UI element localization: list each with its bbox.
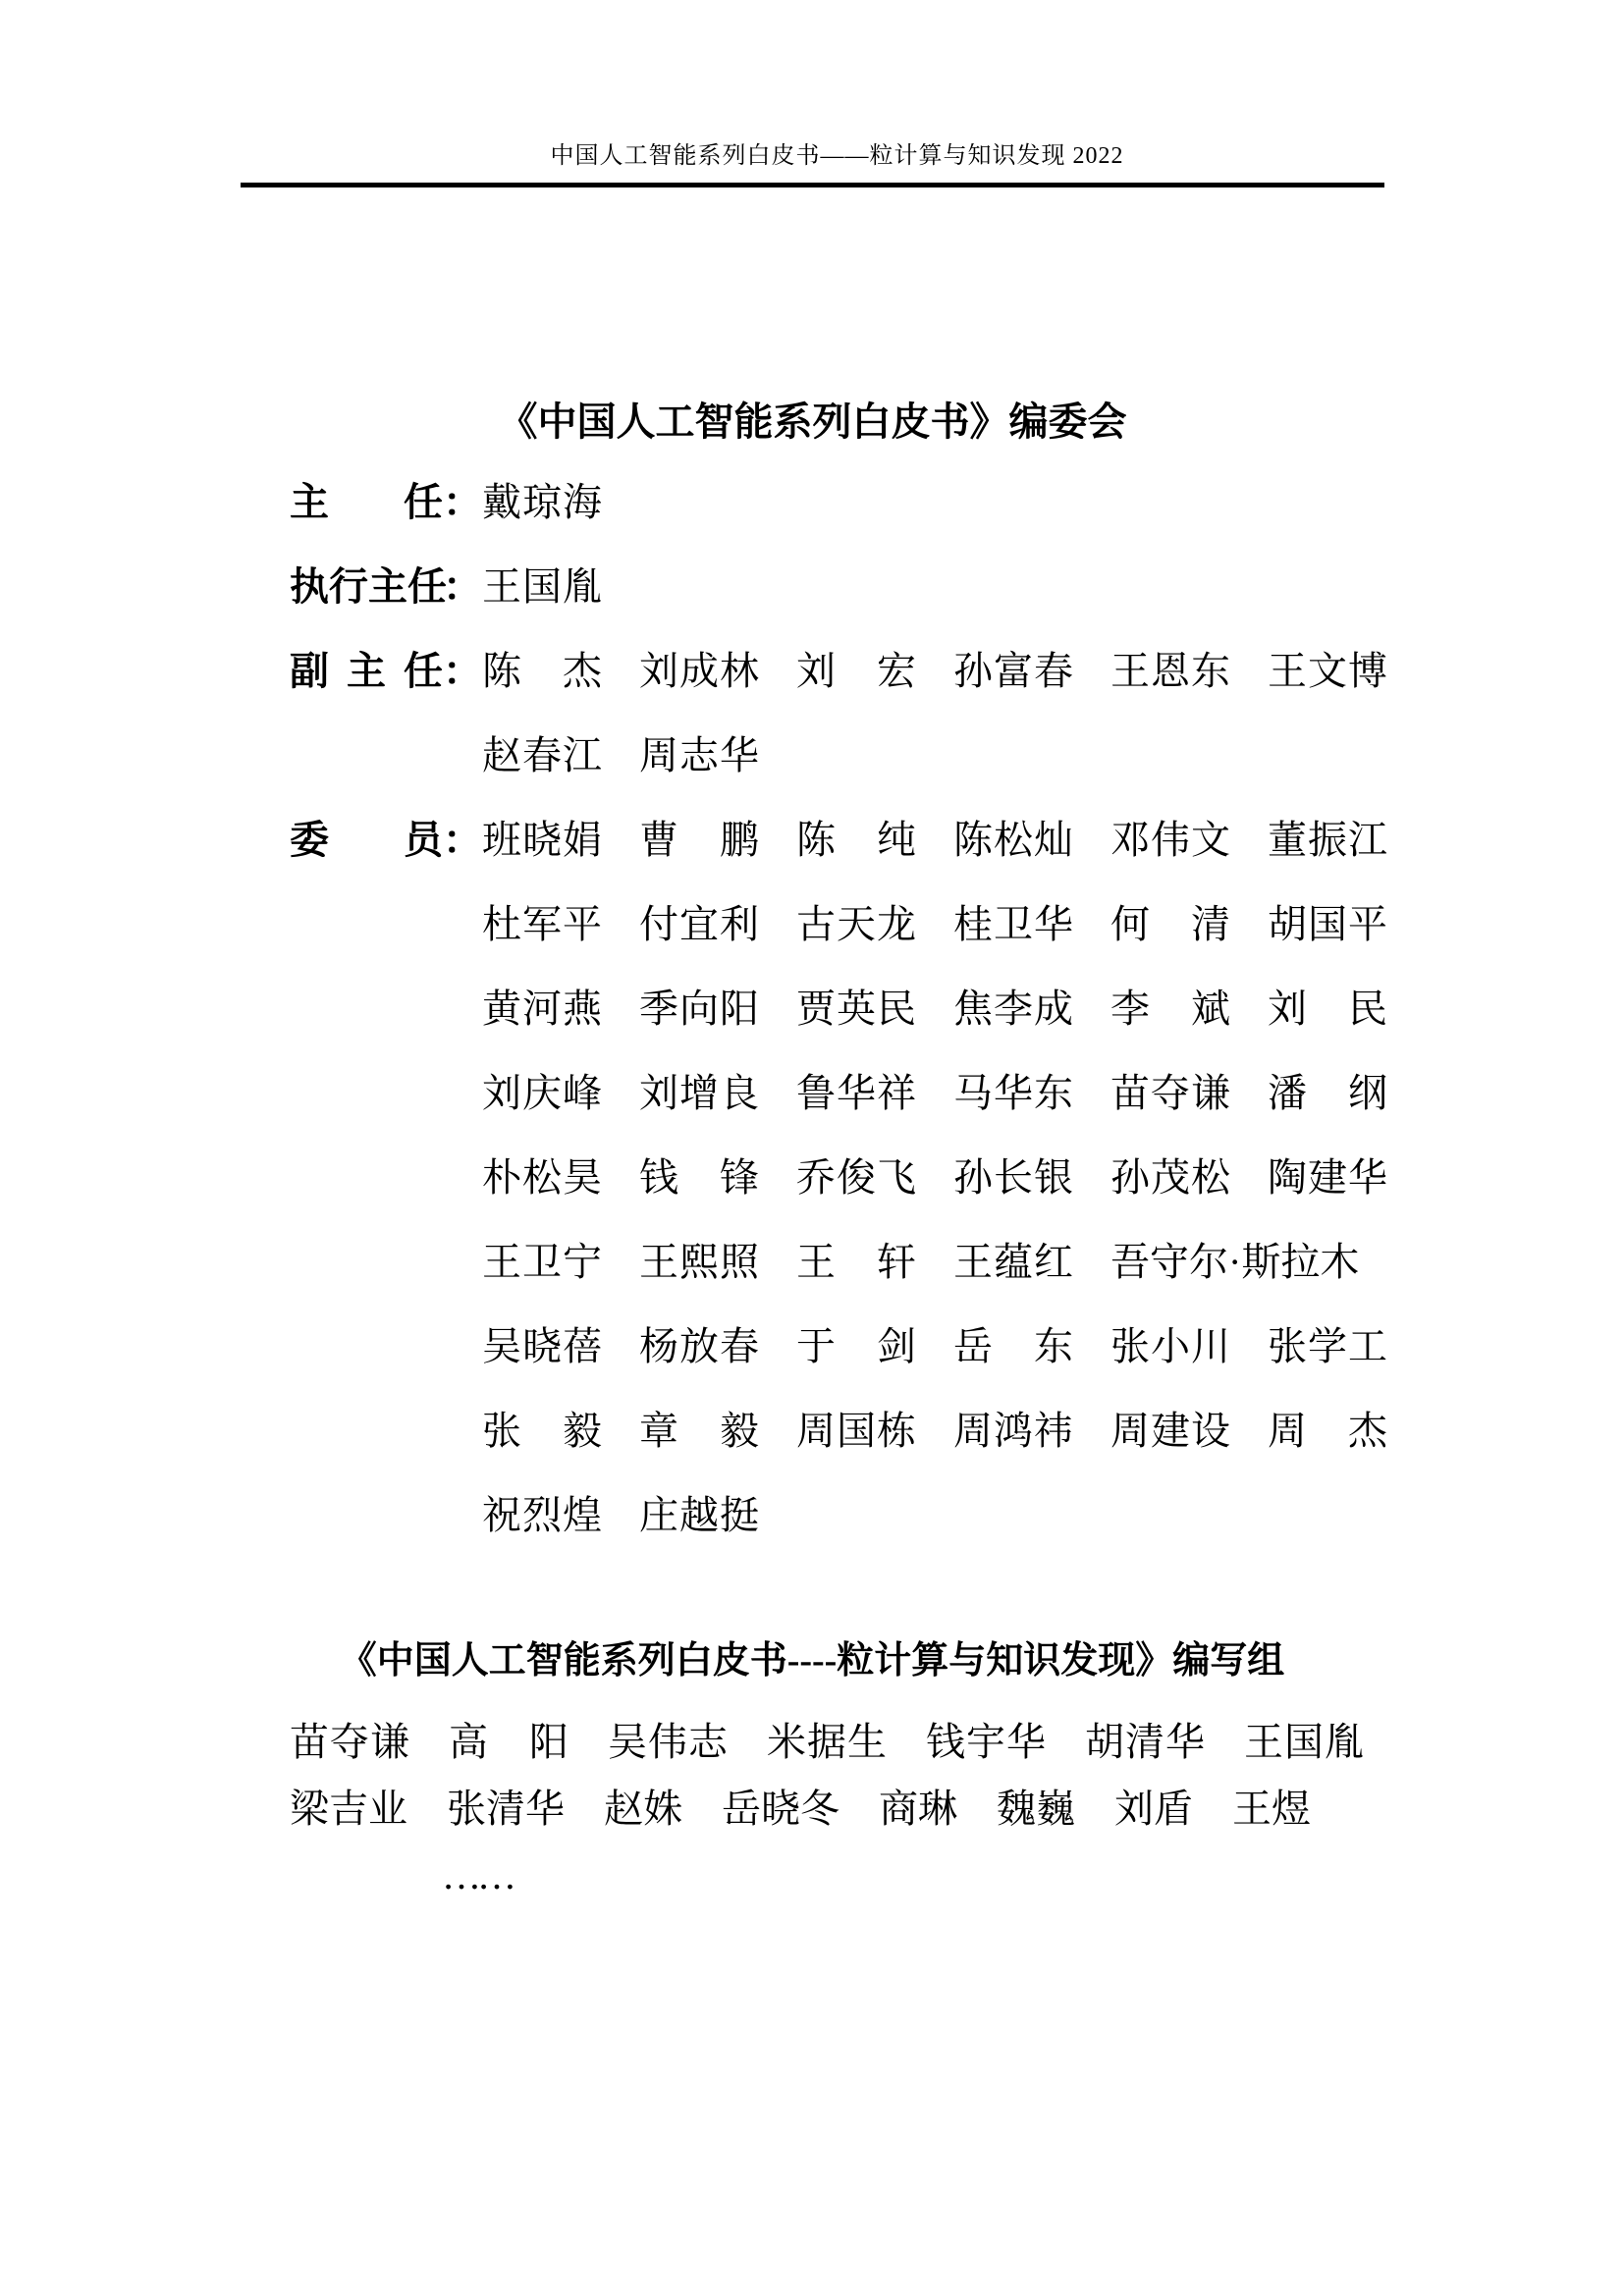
writing-member-name: 王国胤 [1244,1720,1364,1764]
member-name: 刘成林 [639,649,759,693]
name-row [482,1220,1387,1305]
entry-names [482,798,1387,1558]
writing-member-name: 王煜 [1232,1787,1311,1831]
name-row [482,714,1387,798]
writing-member-name: 高阳 [449,1720,568,1764]
member-name: 周鸿祎 [953,1409,1073,1453]
member-name: 何清 [1110,902,1230,946]
entry-label-text: 执行主任 [290,564,447,609]
member-name: 王恩东 [1110,649,1230,693]
writing-member-name: 赵姝 [604,1787,682,1831]
entry-names [482,460,602,545]
member-name: 王蕴红 [953,1240,1073,1284]
member-name: 钱锋 [639,1155,759,1200]
entry-label [290,798,482,882]
member-name: 李斌 [1110,987,1230,1031]
member-name: 桂卫华 [953,902,1073,946]
member-name: 贾英民 [796,987,916,1031]
entry-colon: ： [443,818,482,862]
member-name: 周杰 [1268,1409,1387,1453]
member-name: 周建设 [1110,1409,1230,1453]
member-name: 张小川 [1110,1324,1230,1368]
committee-entry-3 [290,798,1387,1558]
writing-name-row-0 [290,1709,1364,1776]
name-row [482,1051,1387,1136]
member-name: 孙富春 [953,649,1073,693]
entry-colon: ： [443,649,482,693]
entry-label-text: 委员 [290,818,443,862]
member-name: 陶建华 [1268,1155,1387,1200]
name-row [482,460,602,545]
member-name: 刘宏 [796,649,916,693]
member-name: 吴晓蓓 [482,1324,602,1368]
member-name: 岳东 [953,1324,1073,1368]
member-name: 周国栋 [796,1409,916,1453]
member-name: 苗夺谦 [1110,1071,1230,1115]
member-name: 杨放春 [639,1324,759,1368]
writing-member-name: 吴伟志 [608,1720,728,1764]
name-row [482,1389,1387,1473]
member-name: 陈杰 [482,649,602,693]
entry-colon: ： [443,480,482,524]
name-row [482,798,1387,882]
member-name: 陈纯 [796,818,916,862]
member-name: 王文博 [1268,649,1387,693]
member-name: 班晓娟 [482,818,602,862]
member-name: 杜军平 [482,902,602,946]
writing-member-name: 米据生 [767,1720,887,1764]
writing-rows [290,1709,1364,1842]
writing-member-name: 魏巍 [997,1787,1075,1831]
entry-names [482,545,602,629]
member-name: 庄越挺 [639,1493,759,1537]
name-row [482,882,1387,967]
member-name: 焦李成 [953,987,1073,1031]
member-name: 马华东 [953,1071,1073,1115]
member-name: 周志华 [639,733,759,777]
member-name: 张毅 [482,1409,602,1453]
name-row [482,1136,1387,1220]
name-row [482,967,1387,1051]
name-row [482,1305,1387,1389]
member-name: 赵春江 [482,733,602,777]
writing-member-name: 商琳 [879,1787,957,1831]
running-header: 中国人工智能系列白皮书——粒计算与知识发现 2022 [550,143,1124,169]
entry-colon: ： [443,564,482,609]
entry-label-text: 副主任 [290,649,443,693]
writing-group-title: 《中国人工智能系列白皮书----粒计算与知识发现》编写组 [339,1640,1285,1682]
committee-entry-0 [290,460,1387,545]
committee-entry-2 [290,629,1387,798]
writing-member-name: 胡清华 [1085,1720,1205,1764]
name-row [482,1473,1387,1558]
entry-label [290,460,482,545]
writing-member-name: 刘盾 [1114,1787,1193,1831]
entry-names [482,629,1387,798]
member-name: 孙茂松 [1110,1155,1230,1200]
writing-name-row-1 [290,1776,1364,1842]
writing-member-name: 岳晓冬 [722,1787,839,1831]
writing-member-name: 张清华 [447,1787,565,1831]
member-name: 刘庆峰 [482,1071,602,1115]
member-name: 王轩 [796,1240,916,1284]
entry-label [290,629,482,714]
name-row [482,629,1387,714]
header-divider [241,183,1384,187]
member-name: 董振江 [1268,818,1387,862]
member-name: 刘民 [1268,987,1387,1031]
committee-title: 《中国人工智能系列白皮书》编委会 [498,400,1127,444]
entry-label-text: 主任 [290,480,443,524]
writing-member-name: 梁吉业 [290,1787,407,1831]
member-name: 季向阳 [639,987,759,1031]
writing-member-name: 钱宇华 [926,1720,1046,1764]
member-name: 胡国平 [1268,902,1387,946]
member-name: 付宜利 [639,902,759,946]
entry-label [290,545,482,629]
member-name: 章毅 [639,1409,759,1453]
member-name: 王国胤 [482,564,602,609]
member-name: 潘纲 [1268,1071,1387,1115]
member-name: 孙长银 [953,1155,1073,1200]
member-name: 古天龙 [796,902,916,946]
member-name: 吾守尔·斯拉木 [1110,1240,1360,1284]
member-name: 刘增良 [639,1071,759,1115]
member-name: 于剑 [796,1324,916,1368]
member-name: 黄河燕 [482,987,602,1031]
name-row [482,545,602,629]
member-name: 张学工 [1268,1324,1387,1368]
member-name: 王卫宁 [482,1240,602,1284]
committee-entries [290,460,1387,1558]
ellipsis-text: …… [442,1853,513,1897]
member-name: 乔俊飞 [796,1155,916,1200]
member-name: 邓伟文 [1110,818,1230,862]
member-name: 祝烈煌 [482,1493,602,1537]
writing-member-name: 苗夺谦 [290,1720,409,1764]
member-name: 朴松昊 [482,1155,602,1200]
member-name: 鲁华祥 [796,1071,916,1115]
member-name: 王熙照 [639,1240,759,1284]
committee-entry-1 [290,545,1387,629]
member-name: 曹鹏 [639,818,759,862]
member-name: 戴琼海 [482,480,602,524]
member-name: 陈松灿 [953,818,1073,862]
